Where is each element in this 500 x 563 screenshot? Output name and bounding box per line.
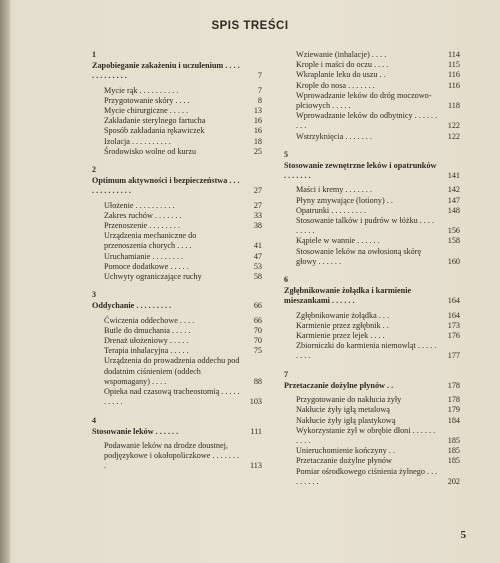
entry-title: Stosowanie talków i pudrów w łóżku . . . . . . . . . (296, 216, 435, 236)
toc-entry (92, 326, 262, 336)
entry-page-number: 148 (447, 205, 460, 215)
toc-entry (92, 316, 262, 326)
entry-page-number: 179 (447, 405, 460, 415)
entry-page-number: 202 (447, 476, 460, 486)
entry-title: Podawanie leków na drodze doustnej, podjęzykowe i okołopoliczkowe . . . . . . . . (104, 440, 240, 471)
toc-entry (92, 137, 262, 147)
entry-page-number: 7 (257, 85, 262, 95)
section-title-row (92, 176, 262, 196)
entry-page-number: 27 (253, 200, 262, 210)
entry-title: Zgłębnikowanie żołądka . . . (296, 310, 389, 320)
entry-title: Zakres ruchów . . . . . . . (104, 210, 182, 220)
entry-page-number: 70 (253, 325, 262, 335)
section-title: Oddychanie . . . . . . . . . (92, 301, 172, 311)
entry-title: Nakłucie żyły igłą metalową (296, 405, 390, 415)
toc-entry (284, 60, 460, 70)
entry-title: Kąpiele w wannie . . . . . . (296, 236, 380, 246)
entry-page-number: 41 (253, 241, 262, 251)
toc-entry (92, 272, 262, 282)
entry-title: Pomoce dodatkowe . . . . . (104, 261, 189, 271)
section-page-number: 178 (447, 380, 460, 390)
toc-entry (284, 196, 460, 206)
entry-page-number: 116 (448, 70, 460, 80)
entry-page-number: 66 (253, 315, 262, 325)
entry-page-number: 118 (448, 101, 460, 111)
section-page-number: 141 (447, 171, 460, 181)
entry-title: Pomiar ośrodkowego ciśnienia żylnego . . . . . . . . . (296, 466, 438, 486)
toc-entry (92, 211, 262, 221)
entry-title: Nakłucie żyły igłą plastykową (296, 415, 396, 425)
entry-page-number: 25 (253, 146, 262, 156)
toc-section (92, 165, 262, 282)
toc-entry (92, 387, 262, 407)
entry-page-number: 158 (447, 236, 460, 246)
entry-title: Środowisko wolne od kurzu (104, 146, 197, 156)
toc-entry (284, 321, 460, 331)
toc-entry (284, 426, 460, 446)
section-title-row (92, 61, 262, 81)
toc-entry (284, 70, 460, 80)
entry-title: Uchwyty ograniczające ruchy (104, 272, 202, 282)
entry-title: Przygotowanie do nakłucia żyły (296, 395, 402, 405)
entry-title: Butle do dmuchania . . . . . (104, 325, 191, 335)
toc-section (92, 50, 262, 157)
entry-page-number: 8 (257, 95, 262, 105)
section-title: Zapobieganie zakażeniu i uczulenium . . . . . . . . . . . . . (92, 61, 240, 81)
entry-page-number: 122 (447, 121, 460, 131)
entry-title: Wprowadzanie leków do odbytnicy . . . . . . . . . (296, 111, 438, 131)
section-number: 4 (92, 415, 96, 425)
entry-title: Unieruchomienie kończyny . . (296, 446, 395, 456)
section-number: 5 (284, 149, 288, 159)
page-number: 5 (460, 529, 466, 541)
entry-title: Drenaż ułożeniowy . . . . . (104, 336, 189, 346)
entry-page-number: 177 (447, 351, 460, 361)
entry-page-number: 185 (447, 446, 460, 456)
entry-title: Izolacja . . . . . . . . . . (104, 136, 171, 146)
section-page-number: 7 (257, 71, 262, 81)
section-page-number: 66 (253, 301, 262, 311)
entry-page-number: 142 (447, 185, 460, 195)
entry-title: Uruchamianie . . . . . . . . (104, 251, 184, 261)
toc-entry (284, 216, 460, 236)
section-title: Stosowanie zewnętrzne leków i opatrunków . . . . . . . (284, 161, 437, 181)
toc-entry (92, 346, 262, 356)
toc-entry (92, 336, 262, 346)
section-title-row (284, 286, 460, 306)
toc-entry (92, 116, 262, 126)
entry-title: Wkraplanie leku do uszu . . (296, 70, 386, 80)
toc-entry (284, 81, 460, 91)
toc-entry (92, 262, 262, 272)
entry-page-number: 33 (253, 210, 262, 220)
entry-title: Sposób zakładania rękawiczek (104, 126, 205, 136)
toc-entry (284, 446, 460, 456)
section-title: Optimum aktywności i bezpieczeństwa . . . . . . . . . . . . . (92, 176, 240, 196)
entry-title: Ułożenie . . . . . . . . . . (104, 200, 175, 210)
entry-title: Urządzenia mechaniczne do przenoszenia chorych . . . . (104, 231, 197, 251)
toc-entry (284, 50, 460, 60)
entry-title: Wstrzyknięcia . . . . . . . (296, 131, 372, 141)
entry-page-number: 185 (447, 435, 460, 445)
section-title: Stosowanie leków . . . . . . (92, 426, 179, 436)
entry-title: Zakładanie sterylnego fartucha (104, 116, 206, 126)
section-page-number: 164 (447, 296, 460, 306)
entry-page-number: 160 (447, 256, 460, 266)
entry-title: Ćwiczenia oddechowe . . . . (104, 315, 195, 325)
toc-entry (284, 132, 460, 142)
entry-page-number: 16 (253, 126, 262, 136)
entry-page-number: 176 (447, 331, 460, 341)
toc-entry (92, 126, 262, 136)
toc-left-column (92, 50, 262, 480)
entry-title: Zbiorniczki do karmienia niemowląt . . . . . . . . . (296, 341, 437, 361)
entry-page-number: 122 (447, 131, 460, 141)
toc-entry (284, 247, 460, 267)
entry-page-number: 16 (253, 116, 262, 126)
section-title-row (284, 381, 460, 391)
book-gutter-shadow (0, 0, 10, 563)
section-number: 1 (92, 50, 96, 59)
toc-entry (92, 221, 262, 231)
section-title-row (92, 427, 262, 437)
entry-title: Mycie rąk . . . . . . . . . . (104, 85, 179, 95)
entry-page-number: 116 (448, 80, 460, 90)
section-number: 7 (284, 369, 288, 379)
toc-section (284, 370, 460, 487)
toc-entry (284, 206, 460, 216)
toc-entry (92, 106, 262, 116)
entry-title: Karmienie przez zgłębnik . . (296, 320, 389, 330)
entry-title: Terapia inhalacyjna . . . . . (104, 346, 189, 356)
entry-page-number: 164 (447, 310, 460, 320)
toc-entry (284, 111, 460, 131)
page-heading: SPIS TREŚCI (211, 20, 289, 32)
toc-section (284, 50, 460, 142)
entry-page-number: 185 (447, 456, 460, 466)
toc-entry (284, 395, 460, 405)
entry-title: Urządzenia do prowadzenia oddechu pod dodatnim ciśnieniem (oddech wspomagany) . . . . (104, 356, 240, 386)
entry-title: Opatrunki . . . . . . . . . (296, 205, 367, 215)
entry-title: Przygotowanie skóry . . . . (104, 95, 190, 105)
entry-title: Maści i kremy . . . . . . . (296, 185, 372, 195)
entry-title: Karmienie przez lejek . . . . (296, 331, 385, 341)
entry-title: Opieka nad czasową tracheostomią . . . . . . . . . . (104, 387, 240, 407)
toc-entry (92, 96, 262, 106)
toc-entry (92, 147, 262, 157)
entry-page-number: 47 (253, 251, 262, 261)
section-page-number: 111 (250, 426, 262, 436)
entry-page-number: 70 (253, 336, 262, 346)
entry-page-number: 115 (448, 60, 460, 70)
entry-page-number: 114 (448, 50, 460, 59)
toc-entry (92, 252, 262, 262)
entry-title: Mycie chirurgiczne . . . . . (104, 106, 189, 116)
section-title-row (284, 161, 460, 181)
entry-title: Krople do nosa . . . . . . . (296, 80, 375, 90)
toc-entry (284, 311, 460, 321)
toc-right-column (284, 50, 460, 495)
entry-title: Stosowanie leków na owłosioną skórę głowy . . . . . . (296, 246, 422, 266)
toc-entry (284, 341, 460, 361)
toc-entry (284, 91, 460, 111)
toc-entry (284, 185, 460, 195)
entry-page-number: 113 (250, 461, 262, 471)
entry-page-number: 38 (253, 221, 262, 231)
toc-entry (284, 416, 460, 426)
entry-page-number: 147 (447, 195, 460, 205)
entry-page-number: 156 (447, 226, 460, 236)
toc-entry (284, 331, 460, 341)
toc-entry (92, 231, 262, 251)
section-number: 6 (284, 275, 288, 285)
section-number: 2 (92, 165, 96, 175)
entry-title: Wprowadzanie leków do dróg moczowo-płciowych . . . . . (296, 90, 432, 111)
entry-page-number: 75 (253, 346, 262, 356)
entry-page-number: 184 (447, 415, 460, 425)
toc-entry (284, 456, 460, 466)
toc-section (284, 150, 460, 267)
entry-title: Płyny zmywające (lotiony) . . (296, 195, 393, 205)
entry-page-number: 53 (253, 261, 262, 271)
toc-entry (284, 405, 460, 415)
toc-section (92, 416, 262, 472)
section-title: Zgłębnikowanie żołądka i karmienie mieszankami . . . . . . (284, 286, 412, 306)
entry-page-number: 88 (253, 376, 262, 386)
entry-page-number: 58 (253, 272, 262, 282)
entry-title: Przenoszenie . . . . . . . . (104, 221, 180, 231)
entry-page-number: 173 (447, 320, 460, 330)
toc-entry (284, 236, 460, 246)
entry-title: Wziewanie (inhalacje) . . . . (296, 50, 387, 59)
entry-page-number: 13 (253, 106, 262, 116)
section-title: Przetaczanie dożylne płynów . . (284, 380, 394, 390)
entry-title: Przetaczanie dożylne płynów (296, 456, 392, 466)
entry-page-number: 18 (253, 136, 262, 146)
toc-section (284, 275, 460, 362)
toc-entry (92, 86, 262, 96)
entry-page-number: 178 (447, 395, 460, 405)
toc-entry (92, 441, 262, 472)
section-title-row (92, 301, 262, 311)
section-page-number: 27 (253, 186, 262, 196)
entry-page-number: 103 (249, 397, 262, 407)
toc-section (92, 290, 262, 407)
toc-entry (92, 356, 262, 387)
section-number: 3 (92, 290, 96, 300)
toc-entry (284, 467, 460, 487)
entry-title: Krople i maści do oczu . . . . (296, 60, 389, 70)
entry-title: Wykorzystanie żył w obrębie dłoni . . . . . . . . . . (296, 425, 436, 445)
toc-entry (92, 201, 262, 211)
